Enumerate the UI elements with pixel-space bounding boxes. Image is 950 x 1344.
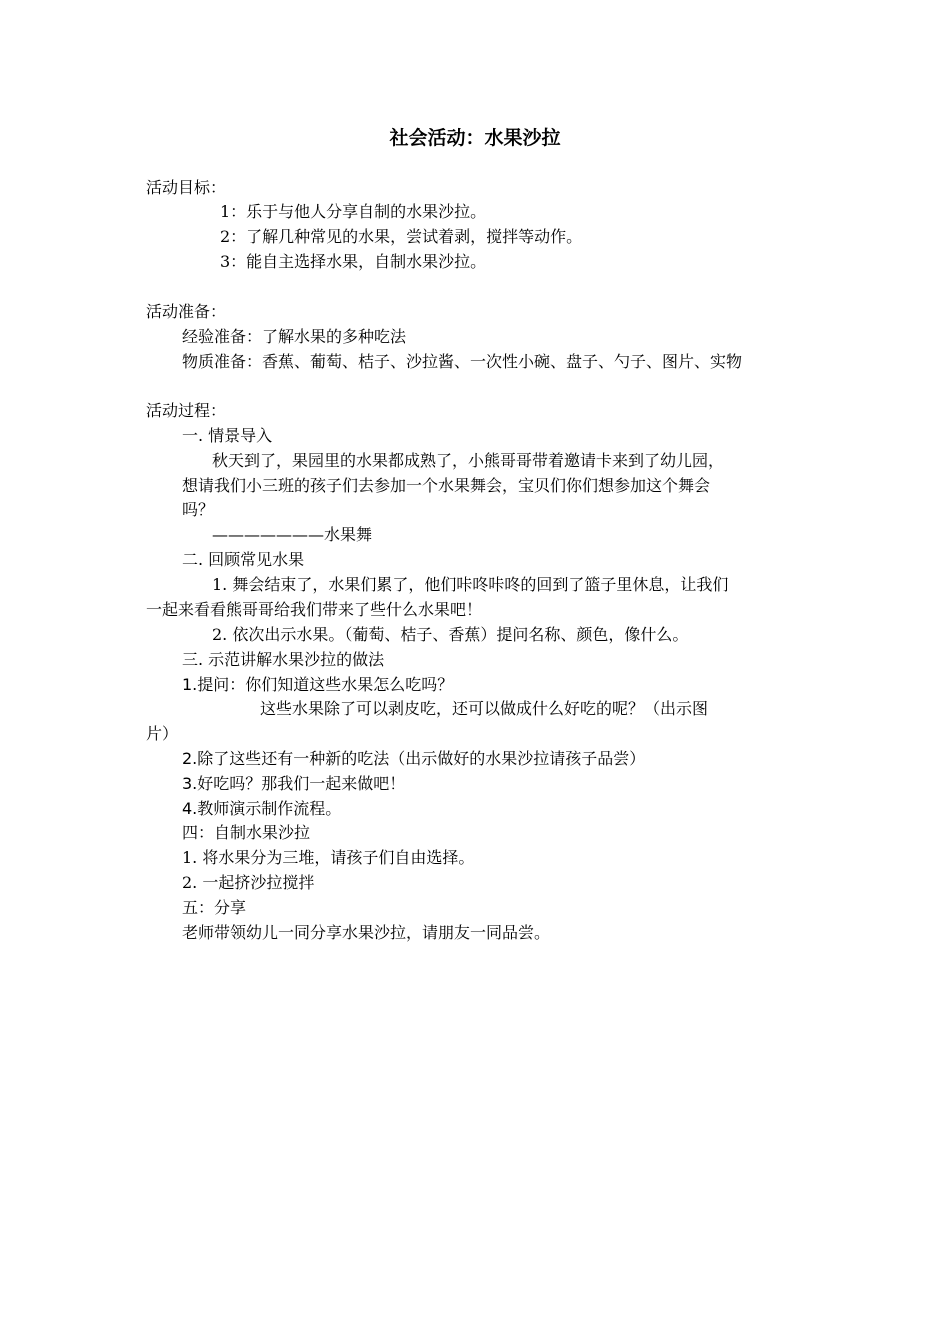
section-3-item-1 xyxy=(182,673,453,697)
section-1-paragraph-line-3: 吗？ xyxy=(182,500,215,519)
section-3-item-1-continuation-line-1: 这些水果除了可以剥皮吃，还可以做成什么好吃的呢？（出示图 xyxy=(260,699,709,718)
section-3-item-2 xyxy=(182,747,645,771)
section-3-item-2-text: 除了这些还有一种新的吃法（出示做好的水果沙拉请孩子品尝） xyxy=(197,749,646,768)
section-1-dance: ———————水果舞 xyxy=(212,525,373,544)
section-3-item-2-number: 2. xyxy=(182,749,198,768)
section-5-text: 老师带领幼儿一同分享水果沙拉，请朋友一同品尝。 xyxy=(182,923,551,942)
section-3-item-4-number: 4. xyxy=(182,799,198,818)
section-4-item-2: 2. 一起挤沙拉搅拌 xyxy=(182,873,315,892)
section-2-heading: 二. 回顾常见水果 xyxy=(182,550,305,569)
section-3-item-3-number: 3. xyxy=(182,774,198,793)
section-2-paragraph-1-line-1: 1. 舞会结束了，水果们累了，他们咔咚咔咚的回到了篮子里休息，让我们 xyxy=(212,575,729,594)
section-1-paragraph-line-1: 秋天到了，果园里的水果都成熟了，小熊哥哥带着邀请卡来到了幼儿园， xyxy=(212,451,725,470)
document-title: 社会活动：水果沙拉 xyxy=(389,127,561,149)
preparation-experience: 经验准备：了解水果的多种吃法 xyxy=(182,327,407,346)
section-1-heading: 一. 情景导入 xyxy=(182,426,273,445)
section-3-item-4-text: 教师演示制作流程。 xyxy=(197,799,342,818)
section-5-heading: 五：分享 xyxy=(182,898,247,917)
section-3-item-3 xyxy=(182,772,405,796)
goal-item-3: 3：能自主选择水果，自制水果沙拉。 xyxy=(220,252,487,271)
section-4-item-1: 1. 将水果分为三堆，请孩子们自由选择。 xyxy=(182,848,475,867)
section-3-item-1-number: 1. xyxy=(182,675,198,694)
section-1-paragraph-line-2: 想请我们小三班的孩子们去参加一个水果舞会，宝贝们你们想参加这个舞会 xyxy=(182,476,711,495)
goal-item-2: 2：了解几种常见的水果，尝试着剥，搅拌等动作。 xyxy=(220,227,583,246)
section-4-heading: 四：自制水果沙拉 xyxy=(182,823,311,842)
process-heading: 活动过程： xyxy=(146,401,227,420)
section-3-item-1-continuation-line-2: 片） xyxy=(146,724,179,743)
preparation-materials: 物质准备：香蕉、葡萄、桔子、沙拉酱、一次性小碗、盘子、勺子、图片、实物 xyxy=(182,352,743,371)
section-3-heading: 三. 示范讲解水果沙拉的做法 xyxy=(182,650,385,669)
section-2-paragraph-2: 2. 依次出示水果。（葡萄、桔子、香蕉）提问名称、颜色，像什么。 xyxy=(212,625,689,644)
goals-heading: 活动目标： xyxy=(146,178,227,197)
section-3-item-1-text: 提问：你们知道这些水果怎么吃吗？ xyxy=(197,675,454,694)
section-2-paragraph-1-line-2: 一起来看看熊哥哥给我们带来了些什么水果吧！ xyxy=(146,600,483,619)
goal-item-1: 1：乐于与他人分享自制的水果沙拉。 xyxy=(220,202,487,221)
section-3-item-4 xyxy=(182,797,341,821)
preparation-heading: 活动准备： xyxy=(146,302,227,321)
section-3-item-3-text: 好吃吗？那我们一起来做吧！ xyxy=(197,774,406,793)
